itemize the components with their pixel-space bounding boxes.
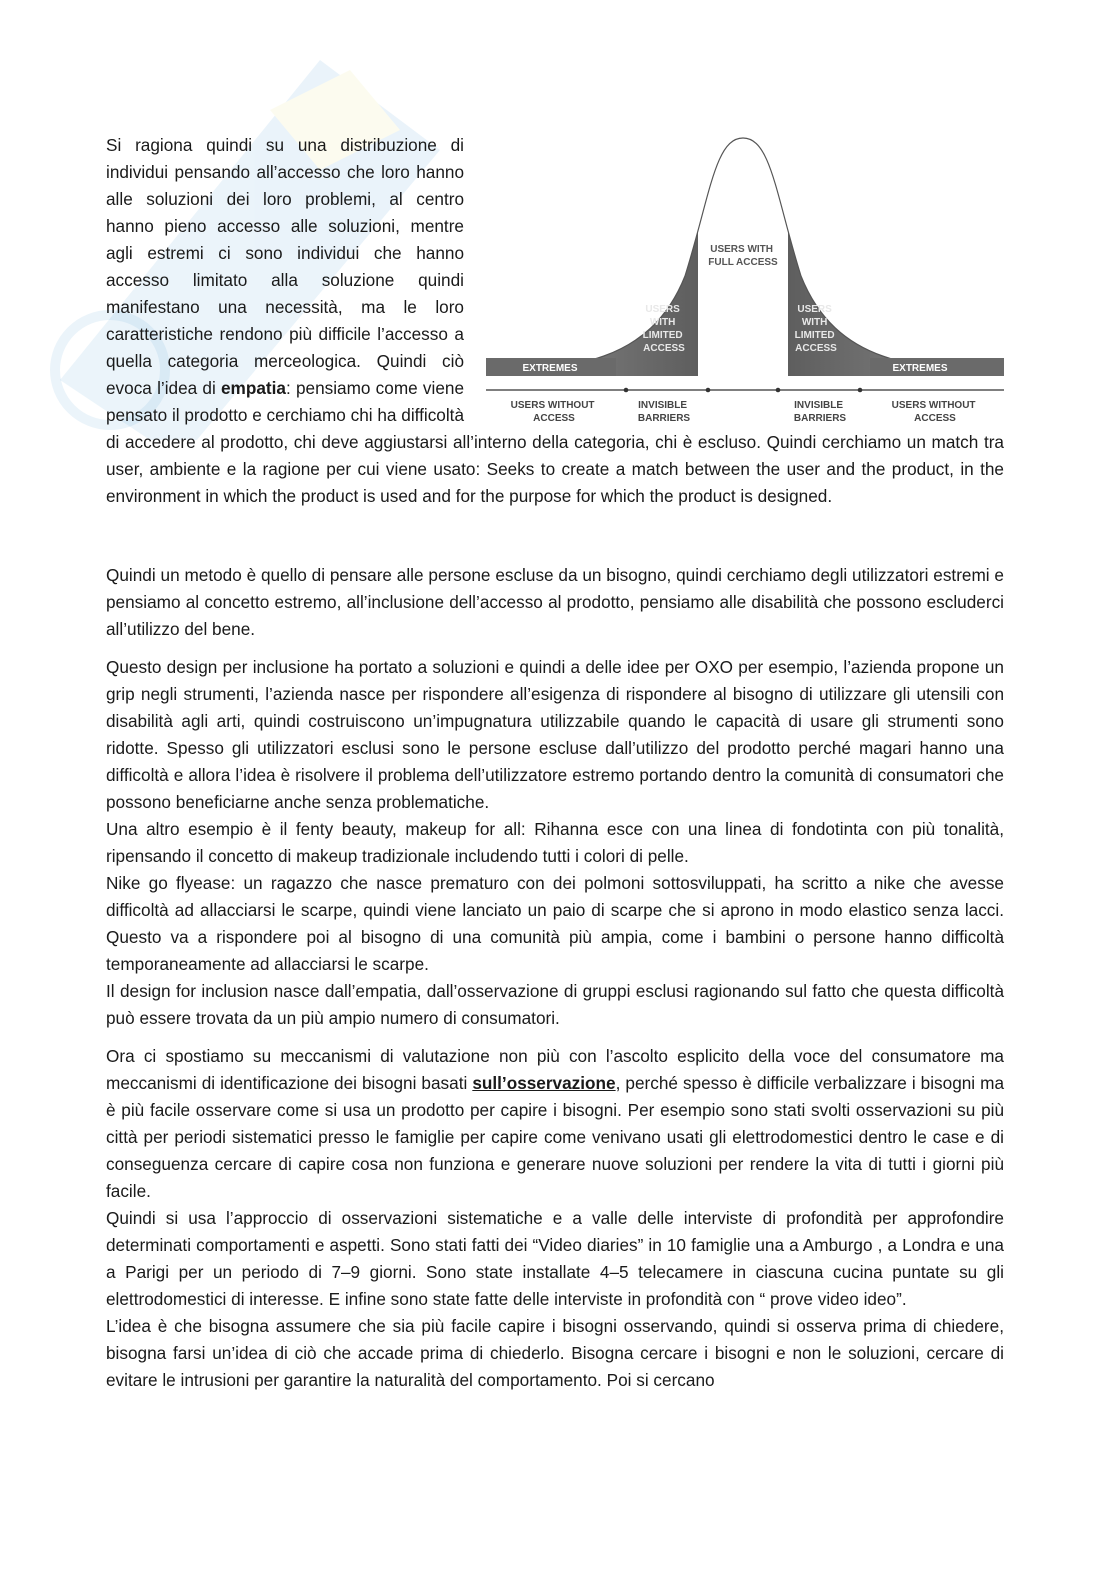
label-extremes-left: EXTREMES [522, 363, 578, 374]
bell-curve-diagram [480, 126, 1010, 423]
paragraph-oxo-example: Questo design per inclusione ha portato a soluzioni e quindi a delle idee per OXO per esempio, l’azienda propone un grip negli strumenti, l’azienda nasce per rispondere all’esigenza di rispondere al bisogno di utilizzare gli utensili con disabilità agli arti, quindi costruiscono un’impugnatura utilizzabile quando le capacità di usare gli strumenti sono ridotte. Spesso gli utilizzatori esclusi sono le persone escluse dall’utilizzo del prodotto perché magari hanno una difficoltà e allora l’idea è risolvere il problema dell’utilizzatore estremo portando dentro la comunità di consumatori che possono beneficiarne anche senza problematiche. [106, 657, 1004, 812]
label-limited-access-right: USERS WITH LIMITED ACCESS [794, 304, 837, 354]
access-distribution-figure [480, 126, 1010, 423]
paragraph-fenty-example: Una altro esempio è il fenty beauty, makeup for all: Rihanna esce con una linea di fondotinta con più tonalità, ripensando il concetto di makeup tradizionale includendo tutti i colori di pelle. [106, 819, 1004, 866]
paragraph-video-diaries: Quindi si usa l’approccio di osservazioni sistematiche e a valle delle interviste di profondità per approfondire determinati comportamenti e aspetti. Sono stati fatti dei “Video diaries” in 10 famiglie una a Amburgo , a Londra e una a Parigi per un periodo di 7–9 giorni. Sono state installate 4–5 telecamere in ciascuna cucina puntate su gli elettrodomestici di interesse. E infine sono state fatte delle interviste in profondità con “ prove video ideo”. [106, 1208, 1004, 1309]
label-invisible-barriers-right: INVISIBLE BARRIERS [793, 400, 847, 423]
paragraph-design-inclusion: Il design for inclusion nasce dall’empatia, dall’osservazione di gruppi esclusi ragionando sul fatto che questa difficoltà può essere trovata da un più ampio numero di consumatori. [106, 981, 1004, 1028]
intro-paragraph: Si ragiona quindi su una distribuzione di individui pensando all’accesso che loro hanno alle soluzioni dei loro problemi, al centro hanno pieno accesso alle soluzioni, mentre agli estremi ci sono individui che hanno accesso limitato alla soluzione quindi manifestano una necessità, ma le loro caratteristiche rendono più difficile l’accesso a quella categoria merceologica. Quindi ciò evoca l’idea di empatia: pensiamo come viene pensato il prodotto e cerchiamo chi ha difficoltà di accedere al prodotto, chi deve aggiustarsi all’interno della categoria, chi è escluso. Quindi cerchiamo un match tra user, ambiente e la ragione per cui viene usato: Seeks to create a match between the user and the product, in the environment in which the product is used and for the purpose for which the product is designed. [106, 135, 1004, 506]
label-full-access: USERS WITH FULL ACCESS [708, 244, 778, 268]
label-invisible-barriers-left: INVISIBLE BARRIERS [637, 400, 691, 423]
paragraph-nike-example: Nike go flyease: un ragazzo che nasce prematuro con dei polmoni sottosviluppati, ha scritto a nike che avesse difficoltà ad allacciarsi le scarpe, quindi viene lanciato un paio di scarpe che si aprono in modo elastico senza lacci. Questo va a rispondere poi al bisogno di una comunità più ampia, come i bambini o persone hanno difficoltà temporaneamente ad allacciarsi le scarpe. [106, 873, 1004, 974]
label-without-access-left: USERS WITHOUT ACCESS [510, 400, 595, 423]
label-limited-access-left: USERS WITH LIMITED ACCESS [642, 304, 685, 354]
emphasis-empatia: empatia [221, 378, 286, 398]
label-without-access-right: USERS WITHOUT ACCESS [891, 400, 976, 423]
label-extremes-right: EXTREMES [892, 363, 948, 374]
paragraph-observation: Ora ci spostiamo su meccanismi di valutazione non più con l’ascolto esplicito della voce del consumatore ma meccanismi di identificazione dei bisogni basati sull’osservazione, perché spesso è difficile verbalizzare i bisogni ma è più facile osservare come si usa un prodotto per capire i bisogni. Per esempio sono stati svolti osservazioni su più città per periodi sistematici presso le famiglie per capire come venivano usati gli elettrodomestici dentro le case e di conseguenza cercare di capire cosa non funziona e generare nuove soluzioni per rendere la vita di tutti i giorni più facile. [106, 1046, 1005, 1201]
emphasis-osservazione: sull’osservazione [472, 1073, 616, 1093]
document-body [106, 132, 1004, 1394]
intro-section [106, 132, 1004, 510]
paragraph-observe-first: L’idea è che bisogna assumere che sia più facile capire i bisogni osservando, quindi si osserva prima di chiedere, bisogna farsi un’idea di ciò che accade prima di chiederlo. Bisogna cercare i bisogni e non le soluzioni, cercare di evitare le intrusioni per garantire la naturalità del comportamento. Poi si cercano [106, 1316, 1004, 1390]
paragraph-extreme-users: Quindi un metodo è quello di pensare alle persone escluse da un bisogno, quindi cerchiamo degli utilizzatori estremi e pensiamo al concetto estremo, all’inclusione dell’accesso al prodotto, pensiamo alle disabilità che possono escluderci all’utilizzo del bene. [106, 565, 1004, 639]
